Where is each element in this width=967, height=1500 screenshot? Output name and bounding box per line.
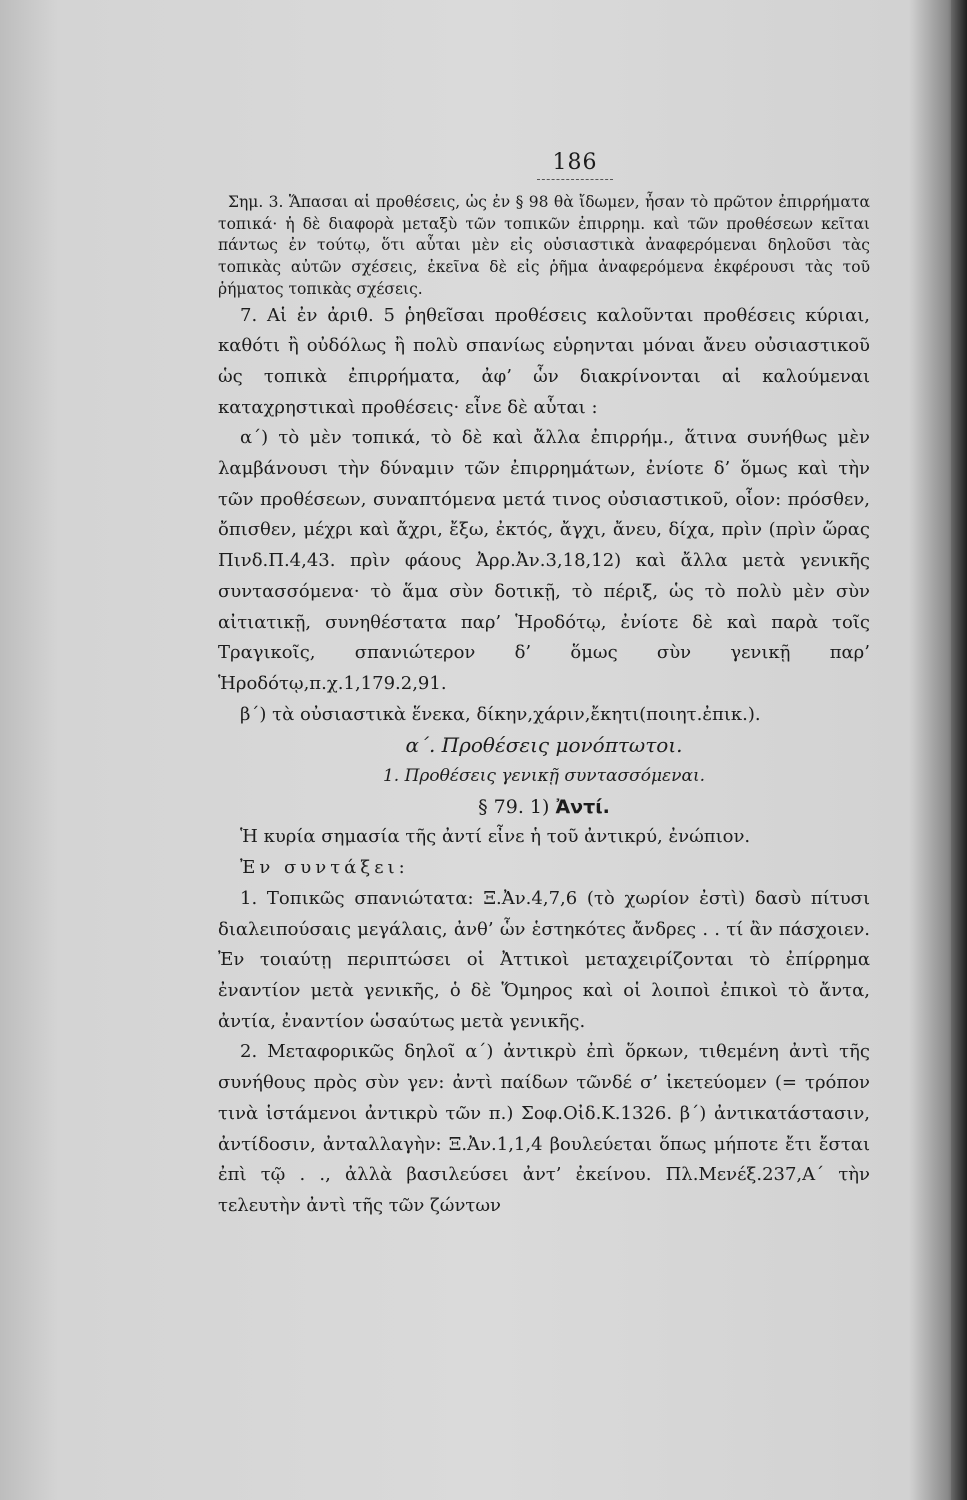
heading-section-79 (218, 792, 870, 823)
page-number: 186 (552, 150, 598, 175)
paragraph-beta: β΄) τὰ οὐσιαστικὰ ἕνεκα, δίκην,χάριν,ἔκητι(ποιητ.ἐπικ.). (240, 703, 761, 725)
heading-anti: Ἀντί. (555, 795, 610, 818)
heading-genitive-prepositions: 1. Προθέσεις γενικῇ συντασσόμεναι. (382, 766, 706, 787)
page-content (218, 150, 880, 1222)
heading-monoptotoi: α΄. Προθέσεις μονόπτωτοι. (405, 733, 683, 758)
main-text (218, 301, 870, 1222)
paragraph-7: 7. Αἱ ἐν ἀριθ. 5 ῥηθεῖσαι προθέσεις καλοῦνται προθέσεις κύριαι, καθότι ἢ οὐδόλως ἢ πολὺ σπανίως εὑρηνται μόναι ἄνευ οὐσιαστικοῦ ὡς τοπικὰ ἐπιρρήματα, ἀφ’ ὧν διακρίνονται αἱ καλούμεναι καταχρηστικαὶ προθέσεις· εἶνε δὲ αὗται : (218, 304, 870, 418)
book-spine-shadow (951, 0, 967, 1500)
page-number-rule (537, 179, 613, 180)
paragraph-topikos: 1. Τοπικῶς σπανιώτατα: Ξ.Ἀν.4,7,6 (τὸ χωρίον ἐστὶ) δασὺ πίτυσι διαλειπούσαις μεγάλαις, ἀνθ’ ὧν ἑστηκότες ἄνδρες . . τί ἂν πάσχοιεν. Ἐν τοιαύτῃ περιπτώσει οἱ Ἀττικοὶ μεταχειρίζονται τὸ ἐπίρρημα ἐναντίον μετὰ γενικῆς, ὁ δὲ Ὅμηρος καὶ οἱ λοιποὶ ἐπικοὶ τὸ ἄντα, ἀντία, ἐναντίον ὡσαύτως μετὰ γενικῆς. (218, 887, 870, 1032)
paragraph-metaforikos: 2. Μεταφορικῶς δηλοῖ α΄) ἀντικρὺ ἐπὶ ὅρκων, τιθεμένη ἀντὶ τῆς συνήθους πρὸς σὺν γεν: ἀντὶ παίδων τῶνδέ σ’ ἱκετεύομεν (= τρόπον τινὰ ἱστάμενοι ἀντικρὺ τῶν π.) Σοφ.Οἰδ.Κ.1326. β΄) ἀντικατάστασιν, ἀντίδοσιν, ἀνταλλαγὴν: Ξ.Ἀν.1,1,4 βουλεύεται ὅπως μήποτε ἔτι ἔσται ἐπὶ τῷ . ., ἀλλὰ βασιλεύσει ἀντ’ ἐκείνου. Πλ.Μενέξ.237,Α΄ τὴν τελευτὴν ἀντὶ τῆς τῶν ζώντων (218, 1041, 870, 1216)
section-number: § 79. 1) (478, 795, 550, 818)
paragraph-syntaxei: Ἐν συντάξει: (240, 857, 409, 879)
footnote-3: Σημ. 3. Ἅπασαι αἱ προθέσεις, ὡς ἐν § 98 θὰ ἴδωμεν, ἦσαν τὸ πρῶτον ἐπιρρήματα τοπικά· ἡ δὲ διαφορὰ μεταξὺ τῶν τοπικῶν ἐπιρρημ. καὶ τῶν προθέσεων κεῖται πάντως ἐν τούτῳ, ὅτι αὗται μὲν εἰς οὐσιαστικὰ ἀναφερόμεναι δηλοῦσι τὰς τοπικὰς αὐτῶν σχέσεις, ἐκεῖνα δὲ εἰς ῥῆμα ἀναφερόμενα ἐκφέρουσι τὰς τοῦ ῥήματος τοπικὰς σχέσεις. (218, 193, 870, 298)
paragraph-alpha: α΄) τὸ μὲν τοπικά, τὸ δὲ καὶ ἄλλα ἐπιρρήμ., ἅτινα συνήθως μὲν λαμβάνουσι τὴν δύναμιν τῶν ἐπιρρημάτων, ἐνίοτε δ’ ὅμως καὶ τὴν τῶν προθέσεων, συναπτόμενα μετά τινος οὐσιαστικοῦ, οἷον: πρόσθεν, ὄπισθεν, μέχρι καὶ ἄχρι, ἔξω, ἐκτός, ἄγχι, ἄνευ, δίχα, πρὶν (πρὶν ὥρας Πινδ.Π.4,43. πρὶν φάους Ἀρρ.Ἀν.3,18,12) καὶ ἄλλα μετὰ γενικῆς συντασσόμενα· τὸ ἅμα σὺν δοτικῇ, τὸ πέριξ, ὡς τὸ πολὺ μὲν σὺν αἰτιατικῇ, συνηθέστατα παρ’ Ἡροδότῳ, ἐνίοτε δὲ καὶ παρὰ τοῖς Τραγικοῖς, σπανιώτερον δ’ ὅμως σὺν γενικῇ παρ’ Ἡροδότῳ,π.χ.1,179.2,91. (218, 427, 870, 694)
paragraph-kyria: Ἡ κυρία σημασία τῆς ἀντί εἶνε ἡ τοῦ ἀντικρύ, ἐνώπιον. (240, 826, 751, 848)
